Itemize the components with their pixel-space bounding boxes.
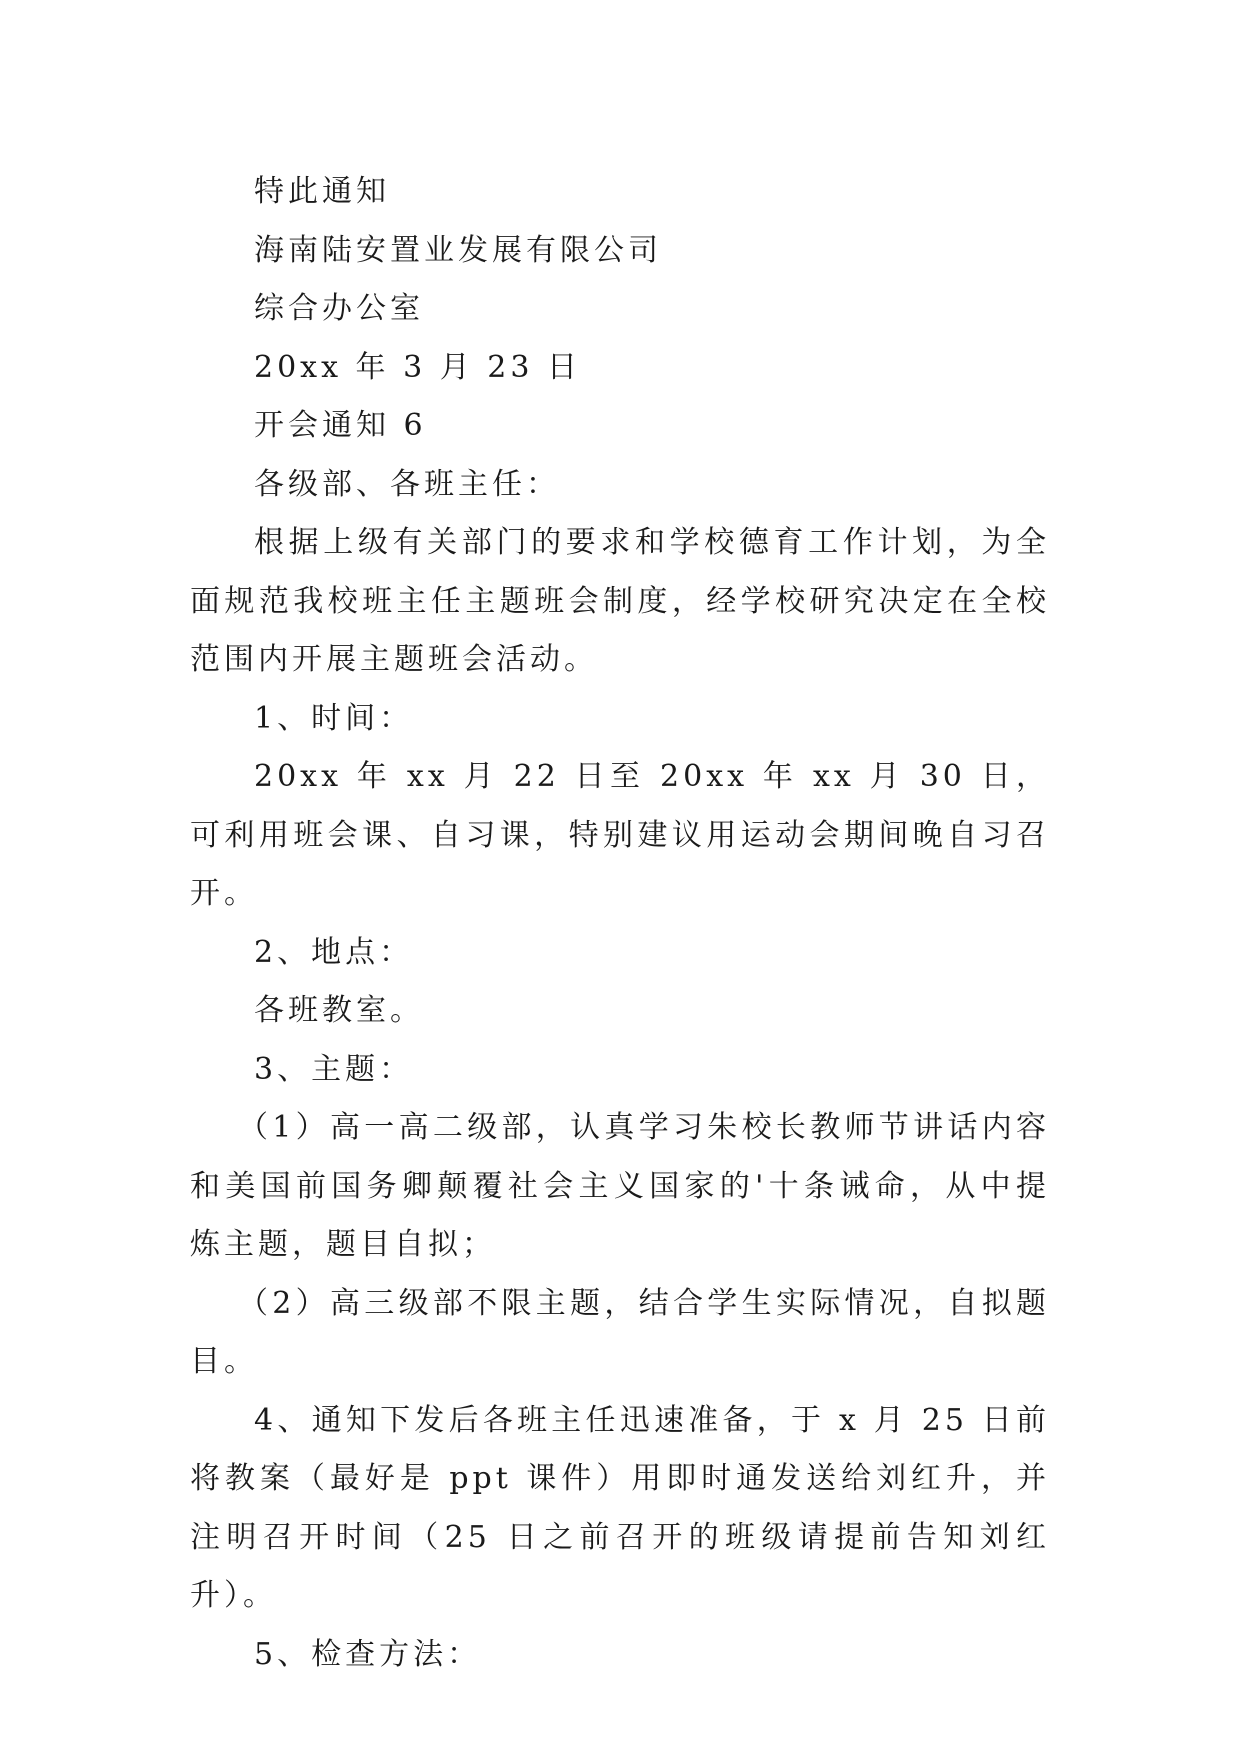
item-location-body: 各班教室。 [254, 993, 424, 1028]
office-name: 综合办公室 [254, 291, 424, 326]
salutation: 各级部、各班主任： [254, 466, 560, 502]
item-inspection-heading: 5、检查方法： [254, 1636, 482, 1672]
item-location-heading: 2、地点： [254, 934, 414, 970]
item-preparation-body: 4、通知下发后各班主任迅速准备，于 x 月 25 日前将教案（最好是 ppt 课件）用即时通发送给刘红升，并注明召开时间（25 日之前召开的班级请提前告知刘红升）。 [190, 1402, 1050, 1613]
intro-paragraph: 根据上级有关部门的要求和学校德育工作计划，为全面规范我校班主任主题班会制度，经学校研究决定在全校范围内开展主题班会活动。 [190, 525, 1050, 677]
notice-date: 20xx 年 3 月 23 日 [254, 349, 581, 385]
notice-closing: 特此通知 [254, 174, 390, 209]
item-theme-sub1: （1）高一高二级部，认真学习朱校长教师节讲话内容和美国前国务卿颠覆社会主义国家的'十条诫命，从中提炼主题，题目自拟； [190, 1110, 1050, 1262]
item-theme-sub2: （2）高三级部不限主题，结合学生实际情况，自拟题目。 [190, 1285, 1050, 1379]
item-time-body: 20xx 年 xx 月 22 日至 20xx 年 xx 月 30 日，可利用班会课、自习课，特别建议用运动会期间晚自习召开。 [190, 759, 1050, 911]
item-time-heading: 1、时间： [254, 700, 414, 736]
document-body [190, 163, 1050, 1684]
company-name: 海南陆安置业发展有限公司 [254, 232, 662, 268]
section-title: 开会通知 6 [254, 408, 427, 443]
item-theme-heading: 3、主题： [254, 1051, 414, 1087]
